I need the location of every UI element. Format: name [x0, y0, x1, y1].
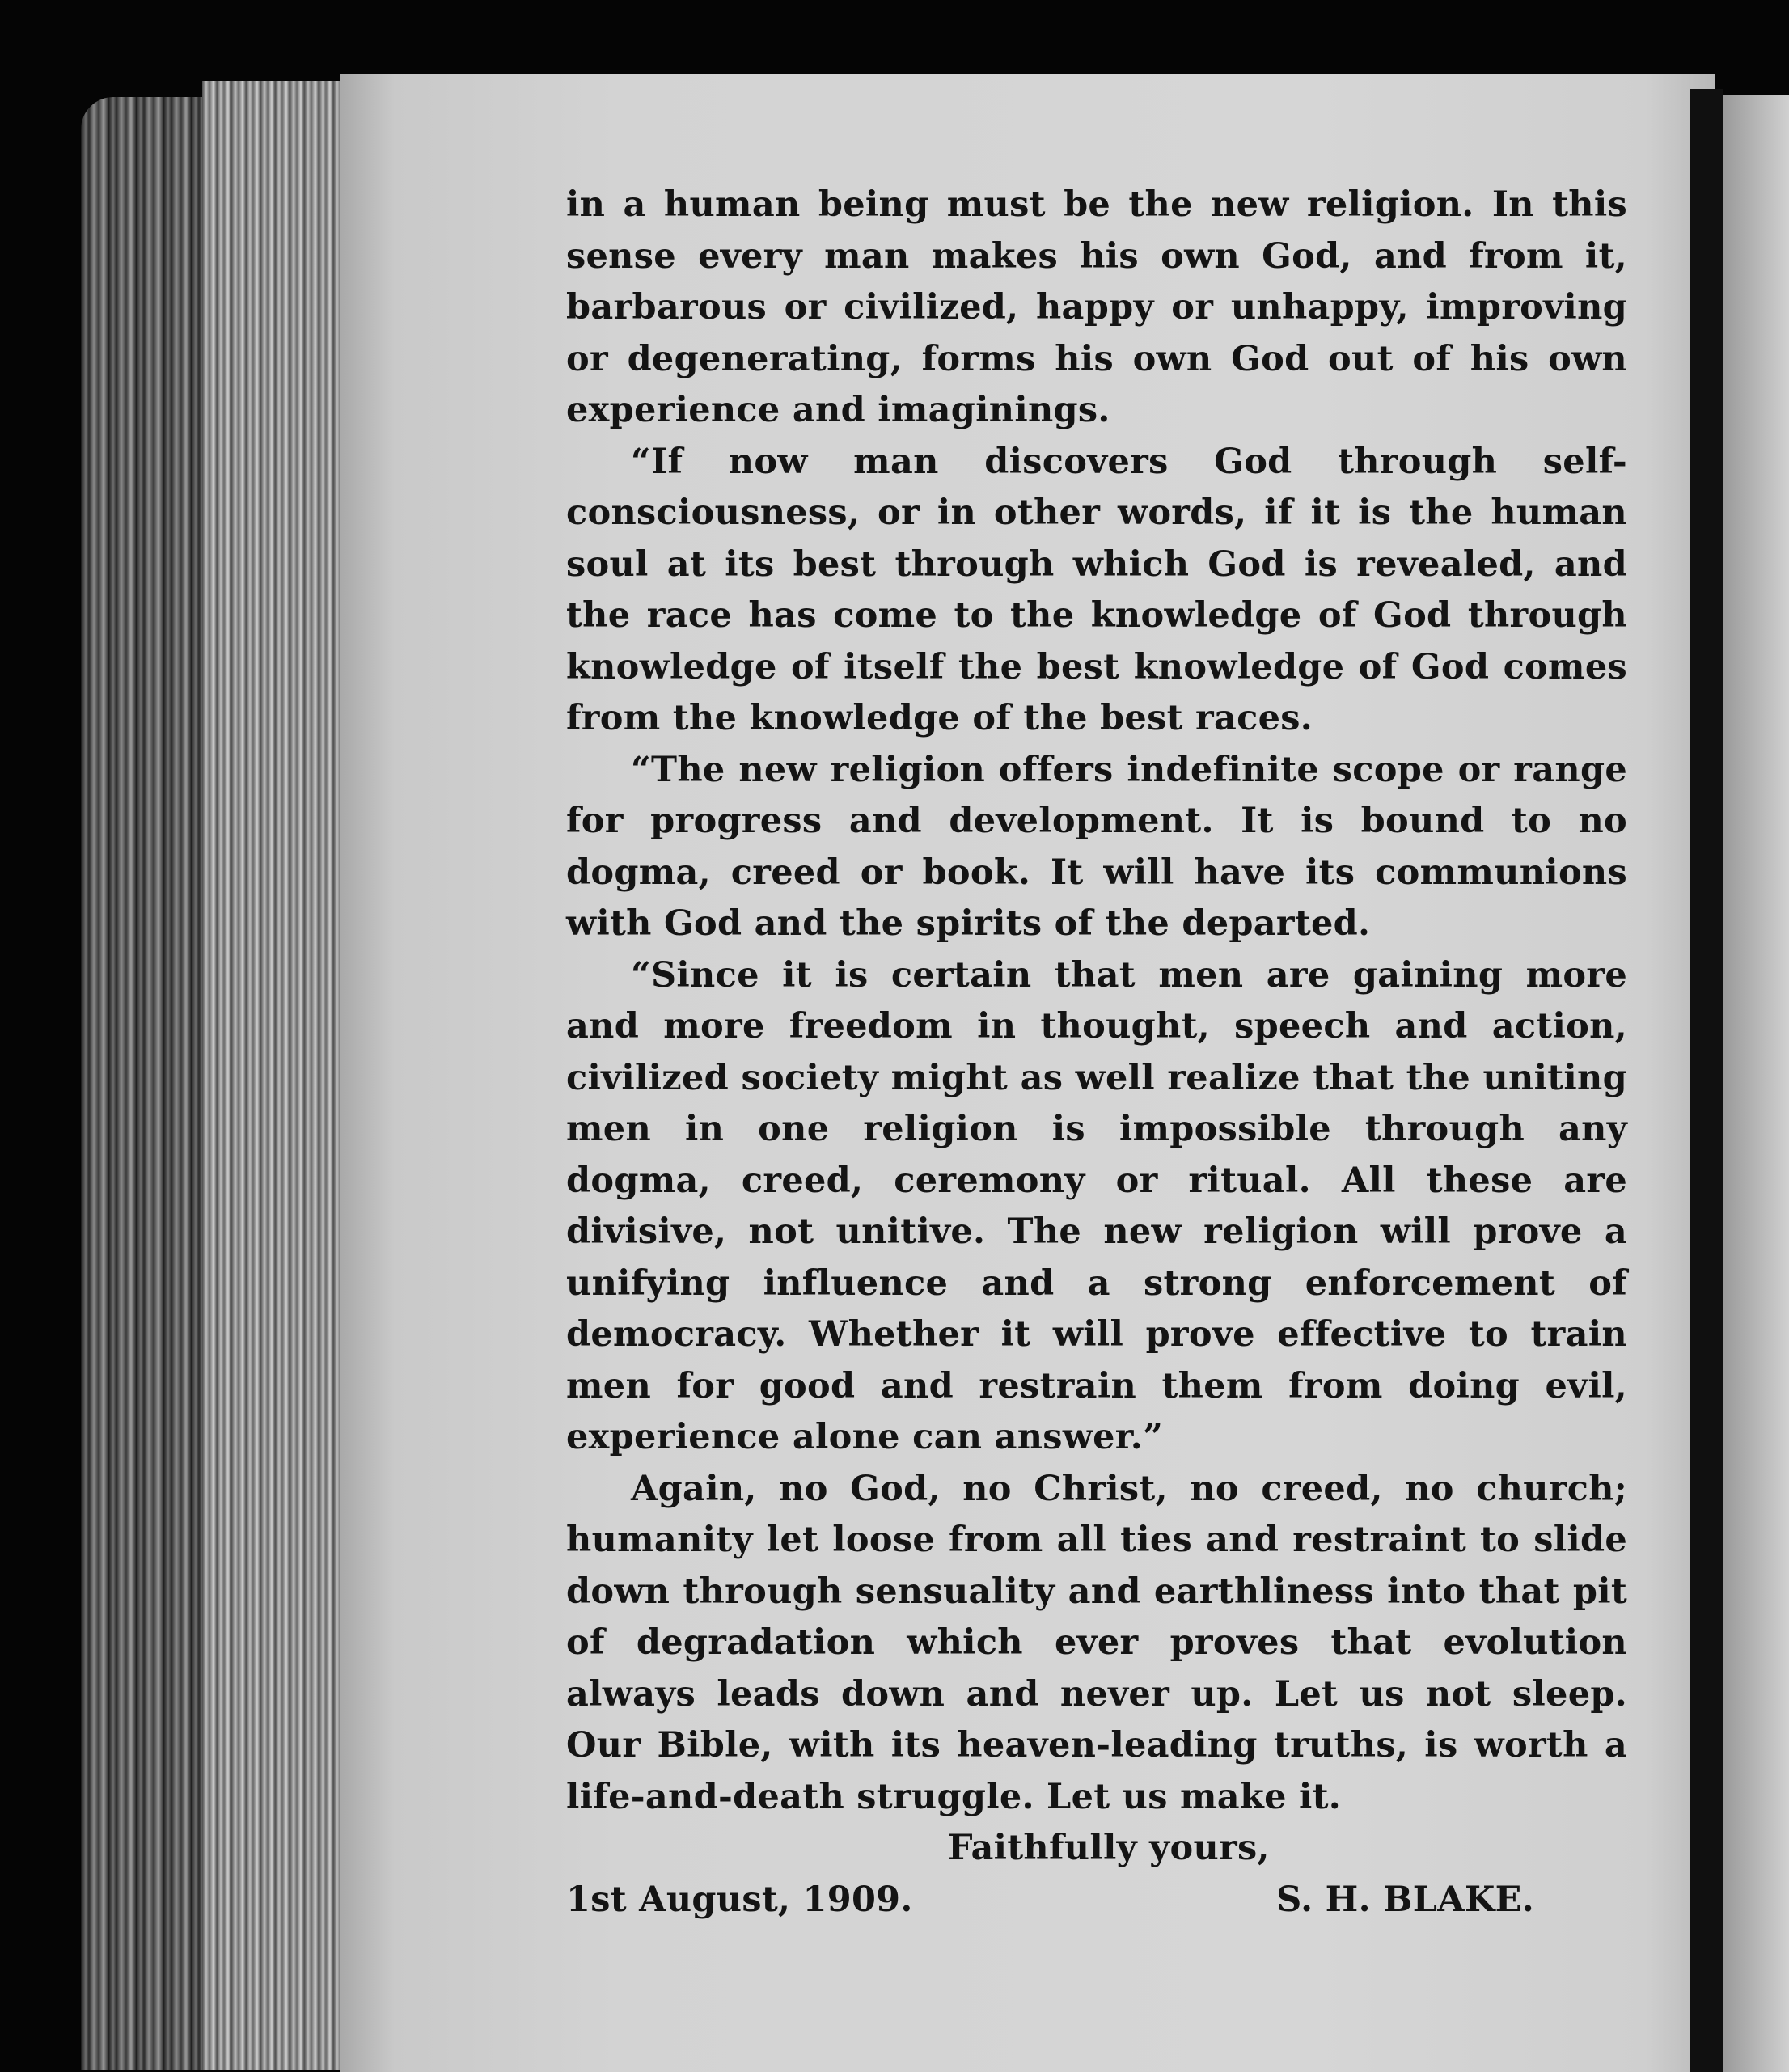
- paragraph-3: “The new religion offers indefinite scope or range for progress and development. It is bound to no dogma, creed or book. It will have its communions with God and the spirits of the departed.: [566, 749, 1627, 944]
- book-gutter-shadow: [1690, 89, 1723, 2072]
- paragraph-4: “Since it is certain that men are gaining more and more freedom in thought, speech and action, civilized society might as well realize that the uniting men in one religion is impossible through any dogma, creed, ceremony or ritual. All these are divisive, not unitive. The new religion will prove a unifying influence and a strong enforcement of democracy. Whether it will prove effective to train men for good and restrain them from doing evil, experience alone can answer.”: [566, 954, 1627, 1457]
- signoff-line: [566, 1875, 1627, 1926]
- facing-page: [1723, 95, 1789, 2072]
- paragraph-5: Again, no God, no Christ, no creed, no church; humanity let loose from all ties and restraint to slide down through sensuality and earthliness into that pit of degradation which ever proves that evolution always leads down and never up. Let us not sleep. Our Bible, with its heaven-leading truths, is worth a life-and-death struggle. Let us make it.: [566, 1468, 1627, 1817]
- letter-body: [566, 180, 1627, 1926]
- letter-date: 1st August, 1909.: [566, 1879, 913, 1920]
- paragraph-2: “If now man discovers God through self-consciousness, or in other words, if it is the human soul at its best through which God is revealed, and the race has come to the knowledge of God through knowledge of itself the best knowledge of God comes from the knowledge of the best races.: [566, 441, 1627, 738]
- paragraph-1: in a human being must be the new religion. In this sense every man makes his own God, and from it, barbarous or civilized, happy or unhappy, improving or degenerating, forms his own God out of his own experience and imaginings.: [566, 184, 1627, 430]
- signature: S. H. BLAKE.: [1276, 1879, 1534, 1920]
- closing-salutation: Faithfully yours,: [948, 1828, 1270, 1868]
